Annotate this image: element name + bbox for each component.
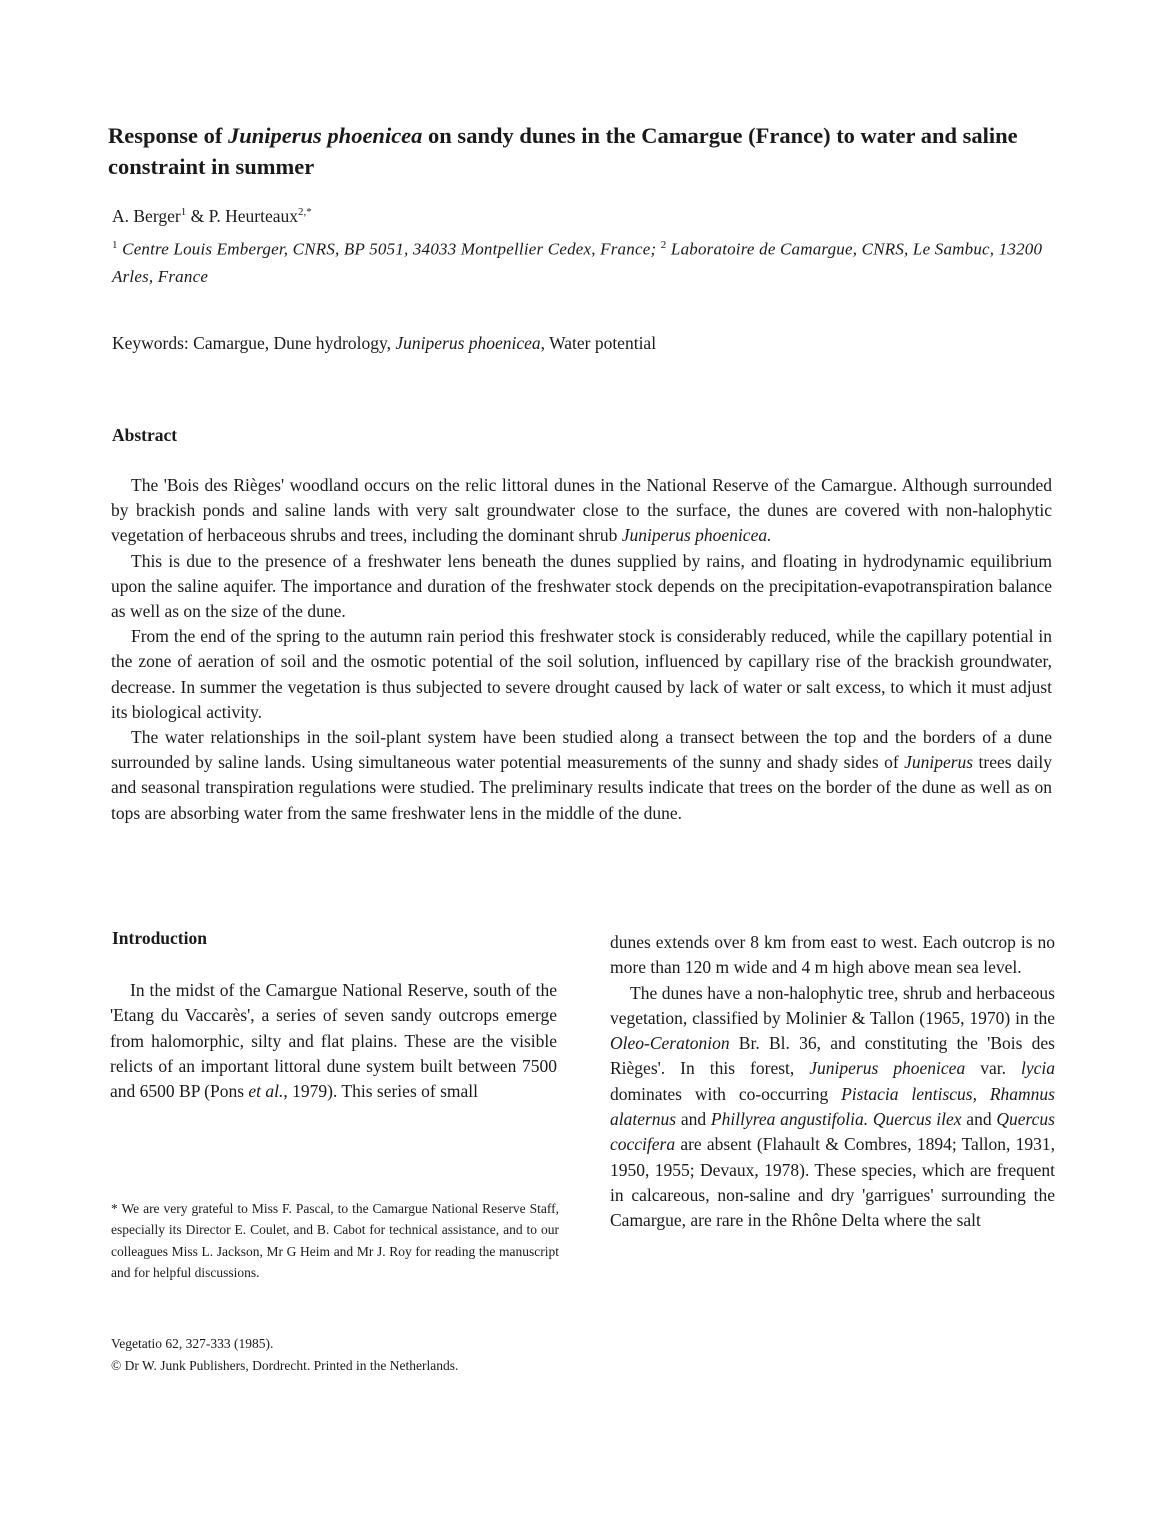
keywords-species: Juniperus phoenicea xyxy=(395,333,541,353)
abstract-body xyxy=(111,473,1052,826)
intro-r2-text-e: and xyxy=(676,1109,711,1130)
introduction-heading: Introduction xyxy=(112,928,207,948)
abstract-p4-text-b: trees daily and seasonal transpiration regulations were studied. The preliminary results indicate that trees on the border of the dune as well as on tops are absorbing water from the same freshwater lens in the middle of the dune. xyxy=(111,752,1052,823)
author-heurteaux: P. Heurteaux xyxy=(208,205,298,226)
intro-r2-text-c: var. xyxy=(965,1058,1021,1079)
journal-copyright: © Dr W. Junk Publishers, Dordrecht. Printed in the Netherlands. xyxy=(111,1357,459,1373)
intro-r2-italic-5: Phillyrea angustifolia. Quercus ilex xyxy=(710,1109,962,1130)
intro-r2-text-a: The dunes have a non-halophytic tree, shrub and herbaceous vegetation, classified by Molinier & Tallon (1965, 1970) in the xyxy=(610,982,1055,1028)
intro-r2-italic-1: Oleo-Ceratonion xyxy=(610,1033,730,1054)
intro-paragraph-1 xyxy=(110,978,557,1104)
intro-p1-text-a: In the midst of the Camargue National Reserve, south of the 'Etang du Vaccarès', a series of seven sandy outcrops emerge from halomorphic, silty and flat plains. These are the visible relicts of an important littoral dune system built between 7500 and 6500 BP (Pons xyxy=(110,980,557,1102)
intro-r2-italic-2: Juniperus phoenicea xyxy=(809,1058,966,1079)
abstract-p4-genus: Juniperus xyxy=(904,752,974,773)
intro-r2-text-b: Br. Bl. 36, and constituting the 'Bois des Rièges'. In this forest, xyxy=(610,1033,1055,1079)
author-separator: & xyxy=(186,205,209,226)
journal-citation: Vegetatio 62, 327-333 (1985). xyxy=(111,1336,274,1351)
abstract-p1-species: Juniperus phoenicea. xyxy=(621,525,772,546)
title-text-2: on sandy dunes in the Camargue (France) to water and saline constraint in summer xyxy=(108,123,1018,179)
intro-p1-etal: et al. xyxy=(248,1081,284,1102)
introduction-left-column xyxy=(110,978,557,1104)
affiliation-1: Centre Louis Emberger, CNRS, BP 5051, 34033 Montpellier Cedex, France; xyxy=(117,239,661,259)
intro-r2-italic-4: Pistacia lentiscus, Rhamnus alaternus xyxy=(610,1083,1055,1130)
abstract-paragraph-3: From the end of the spring to the autumn rain period this freshwater stock is considerably reduced, while the capillary potential in the zone of aeration of soil and the osmotic potential of the soil solution, influenced by capillary rise of the brackish groundwater, decrease. In summer the vegetation is thus subjected to severe drought caused by lack of water or salt excess, to which it must adjust its biological activity. xyxy=(111,626,1052,722)
intro-right-paragraph-1: dunes extends over 8 km from east to west. Each outcrop is no more than 120 m wide and 4 m high above mean sea level. xyxy=(610,932,1055,978)
keywords-lead: Keywords: Camargue, Dune hydrology, xyxy=(112,333,396,353)
author-list xyxy=(112,201,312,227)
abstract-paragraph-4 xyxy=(111,725,1052,826)
keywords-tail: , Water potential xyxy=(540,333,657,353)
paper-title xyxy=(108,120,1048,182)
intro-r2-text-g: are absent (Flahault & Combres, 1894; Tallon, 1931, 1950, 1955; Devaux, 1978). These species, which are frequent in calcareous, non-saline and dry 'garrigues' surrounding the Camargue, are rare in the Rhône Delta where the salt xyxy=(610,1134,1055,1231)
acknowledgement-footnote: * We are very grateful to Miss F. Pascal, to the Camargue National Reserve Staff, especially its Director E. Coulet, and B. Cabot for technical assistance, and to our colleagues Miss L. Jackson, Mr G Heim and Mr J. Roy for reading the manuscript and for helpful discussions. xyxy=(111,1201,559,1280)
intro-r2-text-d: dominates with co-occurring xyxy=(610,1083,842,1104)
author-berger: A. Berger xyxy=(112,205,181,226)
abstract-heading: Abstract xyxy=(112,425,178,445)
intro-p1-text-b: , 1979). This series of small xyxy=(283,1081,478,1102)
journal-info xyxy=(111,1333,458,1376)
author-heurteaux-affil-mark: 2,* xyxy=(298,206,312,218)
intro-right-paragraph-2 xyxy=(610,981,1055,1234)
affiliations xyxy=(112,232,1052,290)
intro-r2-text-f: and xyxy=(961,1109,997,1130)
abstract-p1-text: The 'Bois des Rièges' woodland occurs on the relic littoral dunes in the National Reserve of the Camargue. Although surrounded by brackish ponds and saline lands with very salt groundwater close to the surface, the dunes are covered with non-halophytic vegetation of herbaceous shrubs and trees, including the dominant shrub xyxy=(111,475,1052,546)
keywords xyxy=(112,331,656,355)
affiliation-2: Laboratoire de Camargue, CNRS, Le Sambuc, 13200 Arles, France xyxy=(112,239,1043,286)
introduction-right-column xyxy=(610,930,1055,1234)
title-species: Juniperus phoenicea xyxy=(228,123,423,148)
intro-r2-italic-6: Quercus coccifera xyxy=(610,1109,1055,1155)
abstract-p4-text-a: The water relationships in the soil-plant system have been studied along a transect between the top and the borders of a dune surrounded by saline lands. Using simultaneous water potential measurements of the sunny and shady sides of xyxy=(111,727,1052,773)
intro-r2-italic-3: lycia xyxy=(1020,1058,1055,1079)
affil-mark-2: 2 xyxy=(660,239,667,251)
affil-mark-1: 1 xyxy=(112,239,118,251)
abstract-paragraph-1 xyxy=(111,473,1052,549)
abstract-paragraph-2: This is due to the presence of a freshwater lens beneath the dunes supplied by rains, and floating in hydrodynamic equilibrium upon the saline aquifer. The importance and duration of the freshwater stock depends on the precipitation-evapotranspiration balance as well as on the size of the dune. xyxy=(111,550,1052,622)
title-text-1: Response of xyxy=(108,123,229,148)
author-berger-affil-mark: 1 xyxy=(180,206,187,218)
